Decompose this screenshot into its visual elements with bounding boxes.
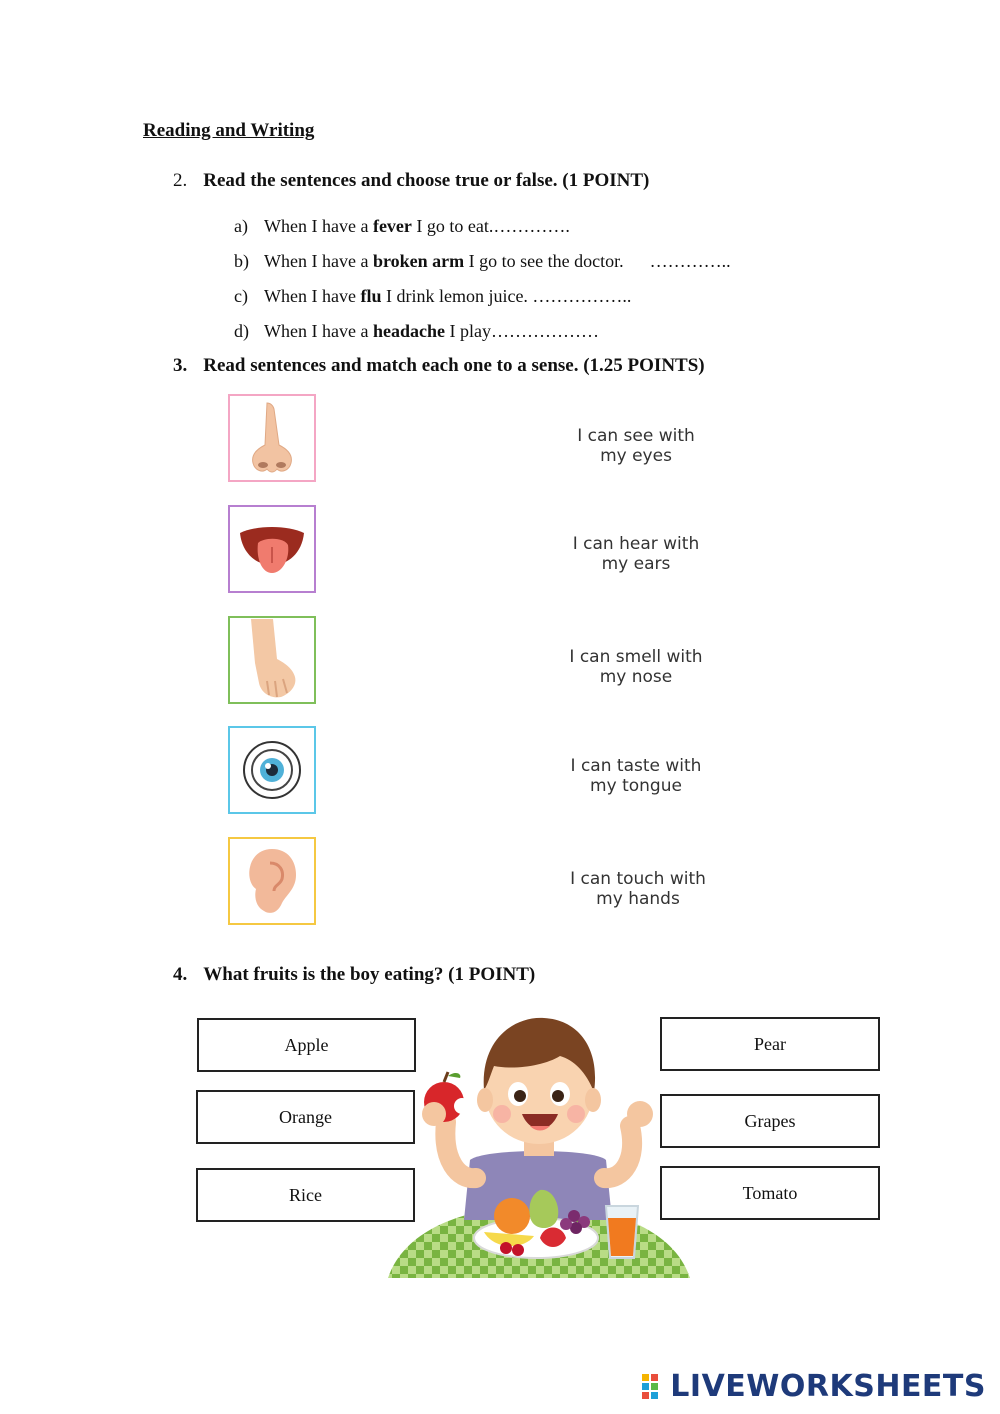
sentence-line: my tongue — [590, 776, 682, 796]
nose-picture-box[interactable] — [228, 394, 316, 482]
sentence-touch[interactable] — [548, 869, 728, 909]
eye-picture-box[interactable] — [228, 726, 316, 814]
tongue-icon — [236, 519, 308, 579]
statement-keyword: headache — [372, 321, 445, 341]
sentence-taste[interactable] — [546, 756, 726, 796]
statement-a — [234, 216, 570, 237]
option-orange[interactable]: Orange — [196, 1090, 415, 1144]
statement-blank[interactable]: I go to eat.…………. — [411, 216, 570, 236]
question-number: 4. — [173, 964, 188, 985]
statement-keyword: broken arm — [372, 251, 465, 271]
statement-blank[interactable]: I play……………… — [444, 321, 599, 341]
statement-blank[interactable]: I drink lemon juice. …………….. — [381, 286, 632, 306]
boy-eating-fruit-illustration — [384, 1010, 694, 1282]
statement-c — [234, 286, 631, 307]
question-4-header — [173, 964, 535, 986]
logo-text: LIVEWORKSHEETS — [670, 1369, 986, 1404]
statement-d — [234, 321, 599, 342]
nose-icon — [237, 399, 307, 477]
statement-letter: b) — [234, 251, 249, 271]
option-tomato[interactable]: Tomato — [660, 1166, 880, 1220]
liveworksheets-logo-icon — [642, 1374, 668, 1400]
sentence-line: my eyes — [600, 446, 672, 466]
statement-text: When I have a — [264, 216, 373, 236]
statement-letter: c) — [234, 286, 248, 306]
question-number: 3. — [173, 355, 188, 376]
liveworksheets-logo — [642, 1369, 986, 1404]
statement-letter: a) — [234, 216, 248, 236]
eye-icon — [240, 738, 304, 802]
option-apple[interactable]: Apple — [197, 1018, 416, 1072]
sentence-line: I can see with — [577, 426, 695, 446]
question-number: 2. — [173, 170, 188, 191]
option-pear[interactable]: Pear — [660, 1017, 880, 1071]
statement-text: When I have a — [264, 321, 373, 341]
ear-icon — [244, 845, 300, 917]
sentence-hear[interactable] — [546, 534, 726, 574]
sentence-see[interactable] — [546, 426, 726, 466]
sentence-line: I can hear with — [572, 534, 700, 554]
question-title: Read sentences and match each one to a sense. (1.25 POINTS) — [203, 355, 705, 376]
statement-b — [234, 251, 731, 272]
question-2-header — [173, 170, 649, 192]
sentence-line: I can taste with — [570, 756, 702, 776]
hand-icon — [237, 619, 307, 701]
question-title: Read the sentences and choose true or false. (1 POINT) — [203, 170, 650, 191]
statement-blank[interactable]: ………….. — [649, 251, 731, 271]
statement-text: When I have a — [264, 251, 373, 271]
question-title: What fruits is the boy eating? (1 POINT) — [203, 964, 536, 985]
sentence-line: my hands — [596, 889, 680, 909]
sentence-line: I can smell with — [569, 647, 703, 667]
tongue-picture-box[interactable] — [228, 505, 316, 593]
statement-keyword: fever — [372, 216, 412, 236]
statement-keyword: flu — [360, 286, 382, 306]
statement-text: I go to see the doctor. — [464, 251, 624, 271]
option-grapes[interactable]: Grapes — [660, 1094, 880, 1148]
question-3-header — [173, 355, 705, 377]
option-rice[interactable]: Rice — [196, 1168, 415, 1222]
ear-picture-box[interactable] — [228, 837, 316, 925]
statement-text: When I have — [264, 286, 361, 306]
sentence-line: I can touch with — [570, 869, 706, 889]
hand-picture-box[interactable] — [228, 616, 316, 704]
section-heading: Reading and Writing — [143, 120, 315, 141]
sentence-line: my ears — [601, 554, 671, 574]
sentence-line: my nose — [599, 667, 673, 687]
statement-letter: d) — [234, 321, 249, 341]
sentence-smell[interactable] — [546, 647, 726, 687]
